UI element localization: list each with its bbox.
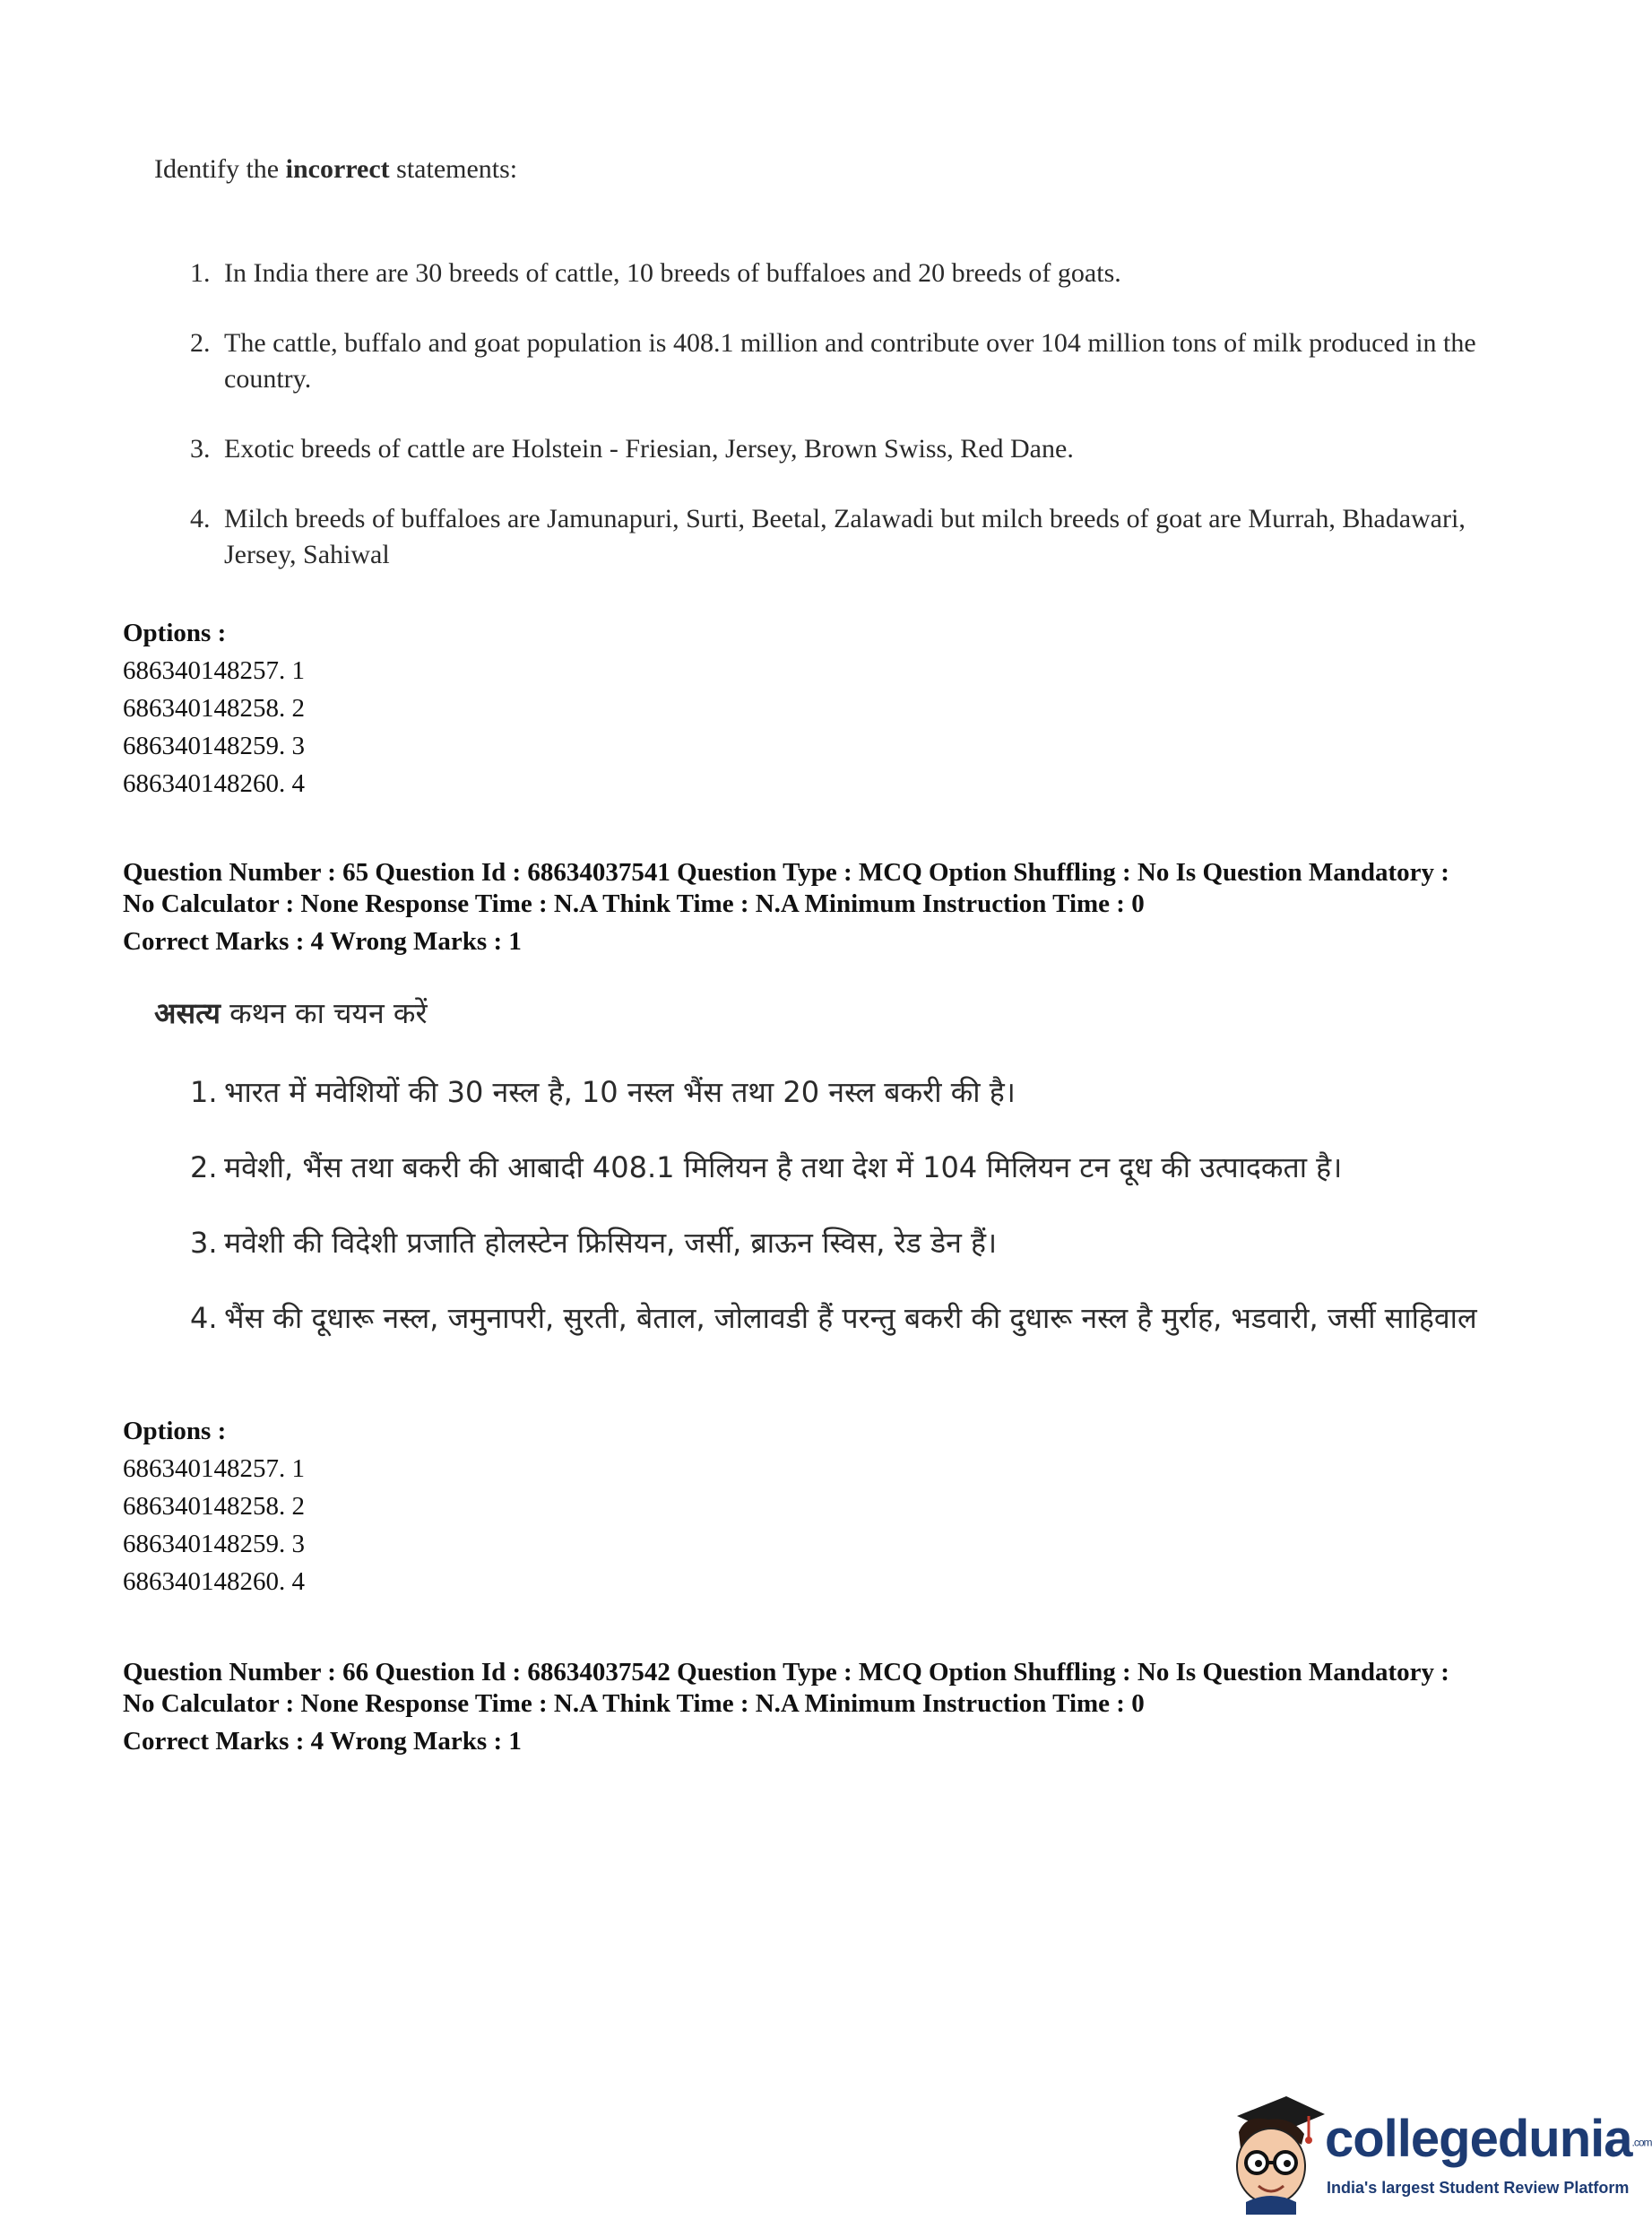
statement-item: 3. Exotic breeds of cattle are Holstein - Friesian, Jersey, Brown Swiss, Red Dane. — [190, 434, 1074, 464]
question-65-options — [123, 1417, 305, 1600]
statement-item: 1. भारत में मवेशियों की 30 नस्ल है, 10 नस्ल भैंस तथा 20 नस्ल बकरी की है। — [190, 1075, 1016, 1109]
option-item: 686340148258. 2 — [123, 694, 305, 723]
asatya-emphasis: असत्य — [154, 996, 221, 1030]
statement-item: 4. Milch breeds of buffaloes are Jamunapuri, Surti, Beetal, Zalawadi but milch breeds of goat are Murrah, Bhadawari, Jersey, Sahiwal — [190, 504, 1466, 569]
options-label: Options : — [123, 619, 227, 647]
option-item: 686340148257. 1 — [123, 656, 305, 685]
statement-item: 1. In India there are 30 breeds of cattle, 10 breeds of buffaloes and 20 breeds of goats. — [190, 258, 1121, 288]
question-64-prompt: Identify the incorrect statements: — [154, 154, 518, 184]
question-66-meta: Question Number : 66 Question Id : 68634037542 Question Type : MCQ Option Shuffling : No Is Question Mandatory : No Calculator : None Response Time : N.A Think Time : N.A Minimum Instruction Time : 0 Correct Marks : 4 Wrong Marks : 1 — [123, 1658, 1449, 1756]
option-item: 686340148260. 4 — [123, 769, 305, 798]
options-label: Options : — [123, 1417, 227, 1445]
question-65-meta: Question Number : 65 Question Id : 68634037541 Question Type : MCQ Option Shuffling : No Is Question Mandatory : No Calculator : None Response Time : N.A Think Time : N.A Minimum Instruction Time : 0 Correct Marks : 4 Wrong Marks : 1 — [123, 858, 1449, 956]
statement-item: 2. The cattle, buffalo and goat population is 408.1 million and contribute over 104 million tons of milk produced in the country. — [190, 328, 1476, 394]
question-64-options — [123, 619, 305, 802]
option-item: 686340148259. 3 — [123, 1530, 305, 1558]
student-mascot-icon — [1219, 2089, 1327, 2215]
logo-tagline: India's largest Student Review Platform — [1327, 2179, 1630, 2197]
option-item: 686340148259. 3 — [123, 732, 305, 760]
question-65-statements — [190, 1071, 1535, 1373]
question-65-prompt: असत्य कथन का चयन करें — [154, 996, 428, 1030]
collegedunia-logo[interactable] — [1219, 2089, 1652, 2215]
option-item: 686340148258. 2 — [123, 1492, 305, 1521]
question-64-statements — [190, 256, 1535, 607]
logo-wordmark: collegedunia — [1325, 2110, 1632, 2168]
statement-item: 3. मवेशी की विदेशी प्रजाति होलस्टेन फ्रिसियन, जर्सी, ब्राऊन स्विस, रेड डेन हैं। — [190, 1226, 998, 1260]
logo-domain-suffix: .com — [1631, 2136, 1652, 2149]
statement-item: 4. भैंस की दूधारू नस्ल, जमुनापरी, सुरती, बेताल, जोलावडी हैं परन्तु बकरी की दुधारू नस्ल है मुर्राह, भडवारी, जर्सी साहिवाल — [190, 1301, 1477, 1335]
option-item: 686340148260. 4 — [123, 1567, 305, 1596]
option-item: 686340148257. 1 — [123, 1454, 305, 1483]
incorrect-emphasis: incorrect — [285, 154, 390, 184]
statement-item: 2. मवेशी, भैंस तथा बकरी की आबादी 408.1 मिलियन है तथा देश में 104 मिलियन टन दूध की उत्पादकता है। — [190, 1150, 1343, 1184]
